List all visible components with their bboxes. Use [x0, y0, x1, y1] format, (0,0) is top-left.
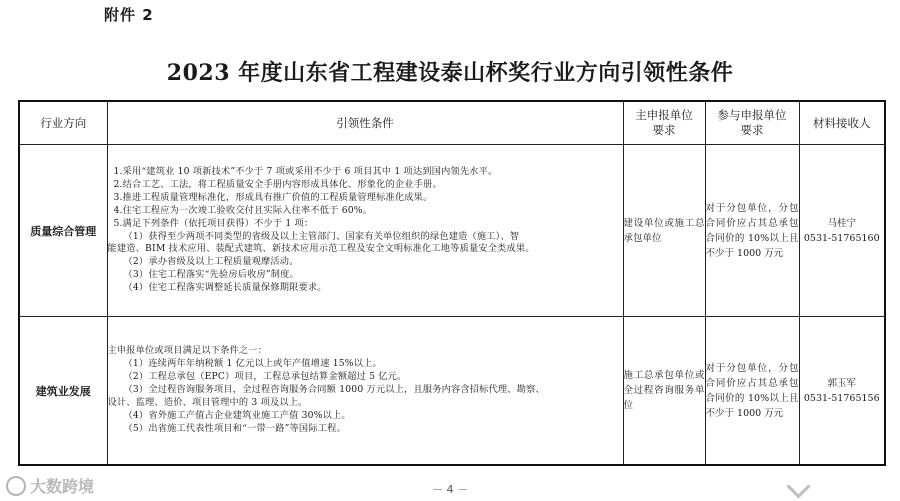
header-receiver: 材料接收人 — [799, 101, 885, 145]
header-main-unit-line1: 主申报单位 — [635, 108, 693, 122]
condition-line: （4）住宅工程落实调整延长质量保修期限要求。 — [123, 282, 327, 294]
row-receiver — [799, 317, 885, 466]
receiver-name: 马桂宁 — [827, 217, 856, 229]
row-direction: 建筑业发展 — [19, 317, 107, 466]
condition-line: （1）连续两年年纳税额 1 亿元以上或年产值增速 15%以上。 — [123, 358, 382, 370]
condition-line: （2）工程总承包（EPC）项目，工程总承包结算金额超过 5 亿元。 — [123, 371, 407, 383]
attachment-label: 附件 2 — [104, 6, 154, 24]
condition-line: 主申报单位或项目满足以下条件之一： — [107, 345, 268, 357]
header-participant — [705, 101, 799, 145]
table-row — [19, 145, 885, 317]
condition-line: 2.结合工艺、工法，将工程质量安全手册内容形成具体化、形象化的企业手册。 — [113, 178, 442, 190]
row-main-unit — [623, 145, 705, 317]
row-conditions — [107, 317, 623, 466]
table-header-row — [19, 101, 885, 145]
condition-line: 能建造、BIM 技术应用、装配式建筑、新技术应用示范工程及安全文明标准化工地等质量安全类成果。 — [107, 243, 535, 255]
watermark-text: 大数跨境 — [30, 477, 95, 496]
row-conditions — [107, 145, 623, 317]
participant-text: 对于分包单位，分包合同价应占其总承包合同价的 10%以上且不少于 1000 万元 — [705, 362, 799, 419]
row-participant — [705, 317, 799, 466]
header-main-unit-line2: 要求 — [652, 123, 676, 137]
participant-text: 对于分包单位，分包合同价应占其总承包合同价的 10%以上且不少于 1000 万元 — [705, 202, 799, 259]
main-unit-text: 建设单位或施工总承包单位 — [623, 217, 705, 244]
condition-line: 设计、监理、造价、项目管理中的 3 项及以上。 — [107, 396, 308, 408]
row-receiver — [799, 145, 885, 317]
condition-line: （2）承办省级及以上工程质量观摩活动。 — [123, 256, 299, 268]
header-participant-line2: 要求 — [740, 123, 764, 137]
header-participant-line1: 参与申报单位 — [717, 108, 787, 122]
receiver-phone: 0531-51765156 — [803, 392, 880, 404]
receiver-name: 郭玉军 — [827, 377, 856, 389]
header-direction: 行业方向 — [19, 101, 107, 145]
table-row — [19, 317, 885, 466]
document-title: 2023 年度山东省工程建设泰山杯奖行业方向引领性条件 — [166, 60, 734, 86]
header-main-unit — [623, 101, 705, 145]
receiver-phone: 0531-51765160 — [803, 232, 880, 244]
condition-line: 1.采用“建筑业 10 项新技术”不少于 7 项或采用不少于 6 项目其中 1 项达到国内领先水平。 — [113, 165, 498, 177]
condition-line: （4）省外施工产值占企业建筑业施工产值 30%以上。 — [123, 409, 351, 421]
watermark-logo-icon — [6, 476, 26, 496]
condition-line: 4.住宅工程应为一次竣工验收交付且实际入住率不低于 60%。 — [113, 204, 373, 216]
page-number: － 4 － — [432, 483, 468, 496]
watermark — [6, 474, 94, 497]
conditions-table — [18, 100, 886, 466]
row-direction: 质量综合管理 — [19, 145, 107, 317]
main-unit-text: 施工总承包单位或全过程咨询服务单位 — [623, 370, 705, 411]
row-participant — [705, 145, 799, 317]
condition-line: （3）住宅工程落实“先验房后收房”制度。 — [123, 269, 299, 281]
condition-line: （3）全过程咨询服务项目，全过程咨询服务合同额 1000 万元以上，且服务内容含招标代理、勘察、 — [123, 384, 545, 396]
condition-line: 3.推进工程质量管理标准化，形成具有推广价值的工程质量管理标准化成果。 — [113, 191, 433, 203]
header-conditions: 引领性条件 — [107, 101, 623, 145]
condition-line: （1）获得至少两项不同类型的省级及以上主管部门、国家有关单位组织的绿色建造（施工）、智 — [123, 230, 520, 242]
row-main-unit — [623, 317, 705, 466]
condition-line: （5）出省施工代表性项目和“一带一路”等国际工程。 — [123, 422, 346, 434]
condition-line: 5.满足下列条件（依托项目获得）不少于 1 项： — [113, 217, 314, 229]
